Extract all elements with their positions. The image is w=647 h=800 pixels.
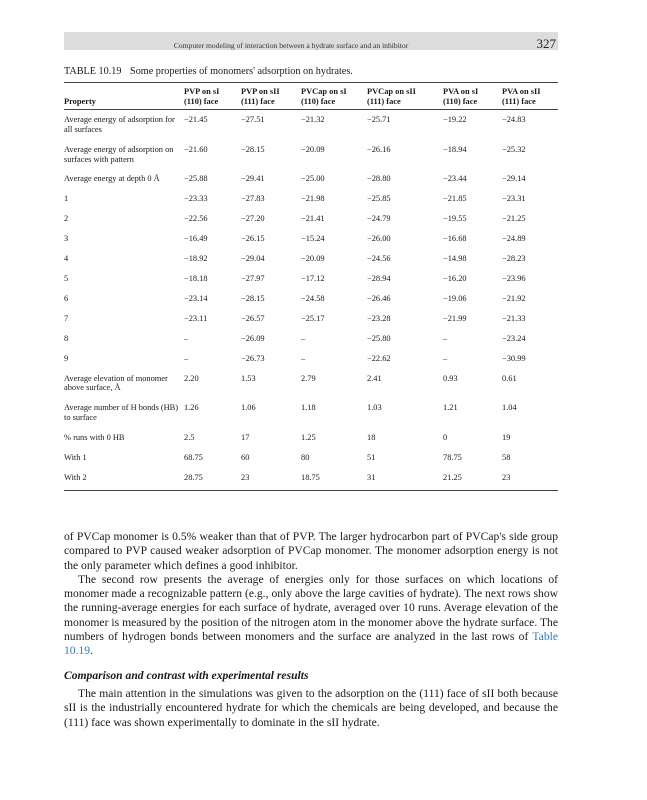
row-property-label: 7 [64,313,69,323]
column-header: PVCap on sI (110) face [301,83,367,110]
table-cell: −28.80 [367,174,391,184]
table-reference-link[interactable]: Table 10.19 [64,630,558,658]
table-cell: 1.21 [443,403,458,413]
property-column-header: Property [64,83,184,110]
table-cell: −25.32 [502,144,526,154]
row-property-label: 1 [64,194,69,204]
table-cell: 60 [241,453,250,463]
table-cell: 80 [301,453,310,463]
row-property-label: Average energy of adsorption for all surfaces [64,114,175,134]
body-text [64,530,558,730]
row-property-label: 5 [64,273,69,283]
table-cell: 0 [443,433,448,443]
table-row [64,448,558,468]
table-cell: −17.12 [301,273,325,283]
table-cell: 17 [241,433,250,443]
table-cell: −21.41 [301,214,325,224]
table-cell: −20.09 [301,144,325,154]
table-cell: 23 [241,468,301,490]
table-row [64,329,558,349]
table-cell: −16.68 [443,234,467,244]
table-cell: −23.24 [502,333,526,343]
table-cell: 18.75 [301,468,367,490]
table-cell: – [184,333,189,343]
running-header [64,32,558,50]
table-row [64,229,558,249]
table-cell: −18.18 [184,273,208,283]
row-property-label: Average elevation of monomer above surface, Å [64,373,168,393]
table-cell: −29.14 [502,174,526,184]
table-cell: 1.03 [367,403,382,413]
table-cell: 0.61 [502,373,517,383]
row-property-label: Average number of H bonds (HB) to surface [64,403,179,423]
table-row [64,309,558,329]
table-row [64,428,558,448]
table-cell: −23.11 [184,313,208,323]
table-row [64,169,558,189]
column-header: PVCap on sII (111) face [367,83,443,110]
table-cell: −25.17 [301,313,325,323]
paragraph: of PVCap monomer is 0.5% weaker than that of PVP. The larger hydrocarbon part of PVCap's side group compared to PVP caused weaker adsorption of PVCap monomer. The monomer adsorption energy is not the only parameter which defines a good inhibitor. [64,530,558,572]
table-cell: 1.26 [184,403,199,413]
table-cell: 1.53 [241,373,256,383]
table-cell: −14.98 [443,254,467,264]
table-cell: −23.44 [443,174,467,184]
column-header: PVA on sII (111) face [502,83,558,110]
table-cell: 0.93 [443,373,458,383]
table-cell: −24.83 [502,114,526,124]
table-cell: −27.97 [241,273,265,283]
table-cell: −21.32 [301,114,325,124]
table-cell: −19.06 [443,293,467,303]
table-row [64,269,558,289]
table-cell: −26.16 [367,144,391,154]
column-header: PVP on sII (111) face [241,83,301,110]
table-cell: −18.92 [184,254,208,264]
table-cell: −28.15 [241,144,265,154]
table-cell: −26.73 [241,353,265,363]
table-cell: −28.94 [367,273,391,283]
table-cell: 31 [367,468,443,490]
row-property-label: 3 [64,234,69,244]
table-cell: – [301,353,306,363]
table-cell: −21.45 [184,114,208,124]
table-row [64,189,558,209]
table-cell: −23.14 [184,293,208,303]
table-cell: 23 [502,468,558,490]
table-row [64,398,558,428]
row-property-label: Average energy at depth 0 Å [64,174,160,184]
table-cell: 18 [367,433,376,443]
table-cell: 1.04 [502,403,517,413]
table-caption-text: Some properties of monomers' adsorption on hydrates. [130,66,353,77]
table-cell: −26.00 [367,234,391,244]
table-cell: −27.51 [241,114,265,124]
table-cell: −29.41 [241,174,265,184]
table-cell: −28.15 [241,293,265,303]
table-cell: −24.79 [367,214,391,224]
table-cell: 58 [502,453,511,463]
table-cell: −19.22 [443,114,467,124]
table-cell: −16.20 [443,273,467,283]
table-cell: −24.89 [502,234,526,244]
table-cell: −21.99 [443,313,467,323]
table-cell: 28.75 [184,468,241,490]
row-property-label: With 2 [64,468,184,490]
table-cell: 21.25 [443,468,502,490]
section-subheading: Comparison and contrast with experimental results [64,668,309,682]
row-property-label: 9 [64,353,69,363]
table-cell: −21.98 [301,194,325,204]
table-cell: 2.41 [367,373,382,383]
table-cell: −25.00 [301,174,325,184]
table-cell: −25.80 [367,333,391,343]
paragraph: The main attention in the simulations was given to the adsorption on the (111) face of sII both because sII is the industrially encountered hydrate for which the chemicals are being developed, and because the (111) face was shown experimentally to dominate in the sII hydrate. [64,686,558,729]
table-cell: −26.09 [241,333,265,343]
table-cell: −23.28 [367,313,391,323]
table-cell: −26.57 [241,313,265,323]
table-cell: – [184,353,189,363]
running-title: Computer modeling of interaction between a hydrate surface and an inhibitor [173,41,409,50]
column-header: PVP on sI (110) face [184,83,241,110]
table-cell: −27.83 [241,194,265,204]
table-row [64,468,558,490]
table-cell: – [443,333,448,343]
column-header: PVA on sI (110) face [443,83,502,110]
page-number: 327 [536,36,556,51]
table-caption [64,66,353,77]
table-cell: 1.25 [301,433,316,443]
table-row [64,289,558,309]
table-row [64,109,558,139]
table-cell: −29.04 [241,254,265,264]
table-cell: 19 [502,433,511,443]
table-cell: −23.96 [502,273,526,283]
table-cell: −26.46 [367,293,391,303]
paragraph: The second row presents the average of energies only for those surfaces on which locations of monomer made a recognizable pattern (e.g., only above the large cavities of hydrate). The next rows show the running-average energies for each surface of hydrate, averaged over 10 runs. Average elevation of the monomer is measured by the position of the nitrogen atom in the monomer above the hydrate surface. The numbers of hydrogen bonds between monomers and the surface are analyzed in the last rows of Table 10.19. [64,572,558,658]
table-cell: −25.88 [184,174,208,184]
table-label: TABLE 10.19 [64,66,122,77]
row-property-label: With 1 [64,453,87,463]
table-cell: −26.15 [241,234,265,244]
table-cell: −19.55 [443,214,467,224]
table-row [64,249,558,269]
properties-table [64,82,558,491]
table-cell: 51 [367,453,376,463]
table-cell: −24.58 [301,293,325,303]
table-cell: −21.85 [443,194,467,204]
table-cell: −27.20 [241,214,265,224]
row-property-label: % runs with 0 HB [64,433,125,443]
table-cell: −23.31 [502,194,526,204]
table-cell: −22.56 [184,214,208,224]
table-cell: 2.5 [184,433,195,443]
table-cell: −21.25 [502,214,526,224]
table-row [64,209,558,229]
table-cell: 2.79 [301,373,316,383]
row-property-label: 2 [64,214,69,224]
table-cell: −21.33 [502,313,526,323]
table-cell: 1.06 [241,403,256,413]
row-property-label: 6 [64,293,69,303]
row-property-label: Average energy of adsorption on surfaces with pattern [64,144,174,164]
table-cell: 78.75 [443,453,462,463]
table-row [64,140,558,170]
table-cell: −15.24 [301,234,325,244]
table-cell: – [301,333,306,343]
table-cell: −28.23 [502,254,526,264]
table-cell: −21.92 [502,293,526,303]
table-cell: 68.75 [184,453,203,463]
table-row [64,369,558,399]
table-row [64,349,558,369]
table-cell: −23.33 [184,194,208,204]
row-property-label: 4 [64,254,69,264]
table-cell: −16.49 [184,234,208,244]
table-cell: −20.09 [301,254,325,264]
table-cell: −21.60 [184,144,208,154]
row-property-label: 8 [64,333,69,343]
table-cell: −22.62 [367,353,391,363]
table-cell: 1.18 [301,403,316,413]
table-cell: −25.71 [367,114,391,124]
table-cell: −30.99 [502,353,526,363]
table-cell: −24.56 [367,254,391,264]
table-cell: −18.94 [443,144,467,154]
table-cell: 2.20 [184,373,199,383]
table-cell: −25.85 [367,194,391,204]
table-cell: – [443,353,448,363]
